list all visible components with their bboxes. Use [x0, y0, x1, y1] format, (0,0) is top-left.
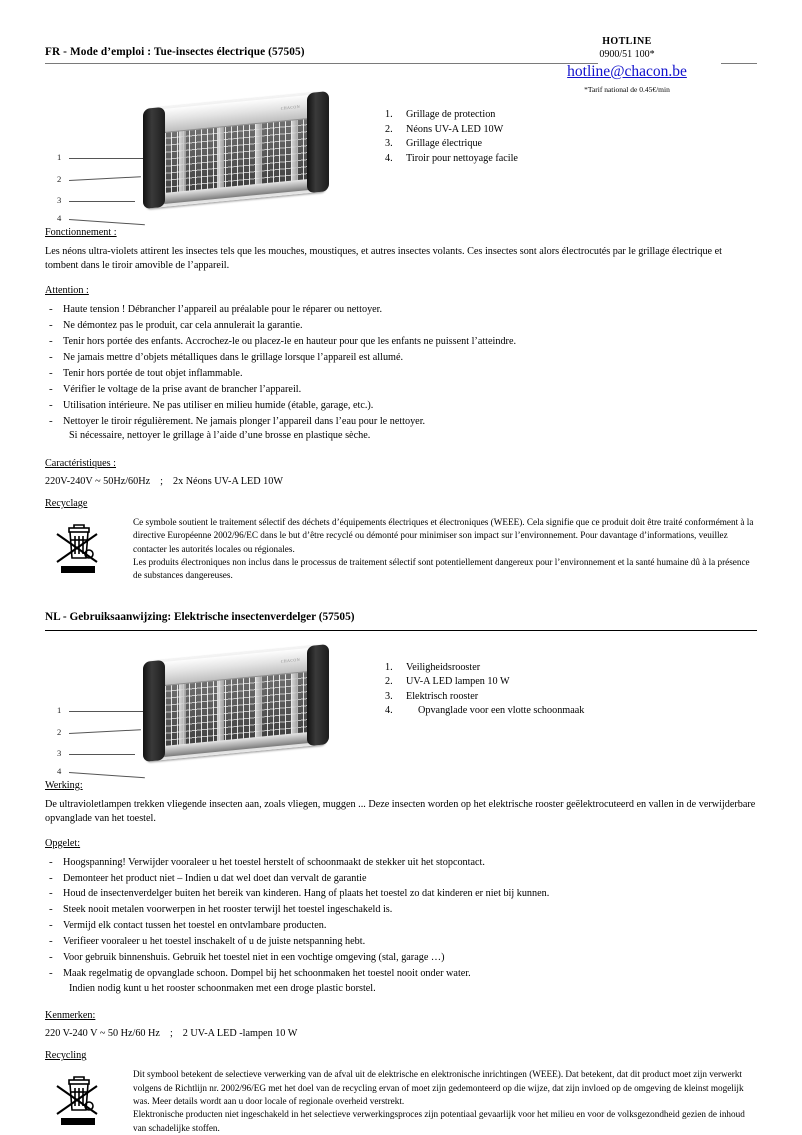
device-illustration — [146, 644, 326, 761]
fr-recycling-text — [133, 516, 757, 583]
nl-figure-row — [45, 647, 757, 776]
fr-part-item-2: 2. Néons UV-A LED 10W — [385, 123, 504, 135]
device-lamp-tube — [255, 676, 262, 739]
fr-specs-section — [45, 458, 757, 487]
weee-bin-icon — [53, 518, 113, 578]
fr-warning-item: - Tenir hors portée des enfants. Accrochez-le ou placez-le en hauteur pour que les enfants ne puissent l’atteindre. — [45, 335, 757, 349]
device-illustration — [146, 91, 326, 208]
fr-callout-4-label: 4 — [57, 213, 62, 223]
fr-warning-item: - Tenir hors portée de tout objet inflammable. — [45, 367, 757, 381]
hotline-tarif-note: *Tarif national de 0.45€/min — [584, 85, 670, 95]
fr-parts-list — [385, 108, 725, 166]
fr-functioning-section — [45, 227, 757, 274]
device-lamp-tube — [217, 127, 224, 190]
fr-part-item-3: 3. Grillage électrique — [385, 138, 483, 150]
nl-specs-separator: ; — [169, 1028, 173, 1040]
fr-section-title: FR - Mode d’emploi : Tue-insectes électrique (57505) — [45, 46, 305, 58]
fr-callout-3-leader — [69, 201, 135, 202]
fr-callout-4-leader — [69, 219, 145, 225]
fr-callout-1-label: 1 — [57, 152, 62, 162]
nl-warning-item-continuation: Indien nodig kunt u het rooster schoonmaken met een droge plastic borstel. — [69, 982, 376, 994]
fr-warning-item: - Nettoyer le tiroir régulièrement. Ne jamais plonger l’appareil dans l’eau pour le nettoyer. Si nécessaire, nettoyer le grillage à l’aide d’une brosse en plastique sèche. — [45, 415, 757, 444]
nl-warning-item: - Hoogspanning! Verwijder vooraleer u het toestel herstelt of schoonmaakt de stekker uit het stopcontact. — [45, 856, 757, 870]
fr-warning-item: - Ne démontez pas le produit, car cela annulerait la garantie. — [45, 319, 757, 333]
nl-warning-item: - Maak regelmatig de opvanglade schoon. Dompel bij het schoonmaken het toestel nooit onder water. Indien nodig kunt u het rooster schoonmaken met een droge plastic borstel. — [45, 967, 757, 996]
fr-warning-list — [45, 303, 757, 444]
nl-callout-2-leader — [69, 729, 141, 734]
nl-callout-3-leader — [69, 754, 135, 755]
fr-callout-3 — [57, 195, 61, 205]
fr-warning-heading: Attention : — [45, 284, 89, 296]
nl-functioning-section — [45, 780, 757, 827]
device-brand-mark: CHACON — [280, 656, 300, 664]
fr-recycling-body — [45, 516, 757, 583]
hotline-block — [497, 36, 757, 95]
device-lamp-tube — [217, 680, 224, 743]
nl-functioning-heading: Werking: — [45, 779, 83, 791]
nl-part-item-2: 2. UV-A LED lampen 10 W — [385, 676, 510, 688]
fr-header-row — [45, 36, 757, 95]
fr-callout-4 — [57, 213, 61, 223]
nl-recycling-paragraph-2: Elektronische producten niet ingeschakeld in het selectieve verwerkingsproces zijn potentiaal gevaarlijk voor het milieu en voor de volksgezondheid gezien de inhoud van schadelijke stoffen. — [133, 1109, 745, 1133]
nl-specs-line — [45, 1028, 757, 1039]
device-end-cap-right — [307, 91, 329, 193]
nl-part-item-3: 3. Elektrisch rooster — [385, 690, 479, 702]
fr-specs-separator: ; — [160, 475, 163, 487]
nl-parts-list — [385, 661, 725, 719]
nl-functioning-text: De ultravioletlampen trekken vliegende insecten aan, zoals vliegen, muggen ... Deze insecten worden op het elektrische rooster geëlektrocuteerd en vallen in de verwijderbare opvanglade van het toestel. — [45, 798, 756, 825]
device-lamp-tube — [255, 123, 262, 186]
nl-callout-4-leader — [69, 772, 145, 778]
fr-recycling-paragraph-1: Ce symbole soutient le traitement sélectif des déchets d’équipements électriques et électroniques (WEEE). Cela signifie que ce produit doit être traité conformément à la directive Européenne 2002/96/EC dans le but d’être recyclé ou démonté pour minimiser son impact sur l’environnement. Pour davantage d’informations, veuillez contacter les autorités locales ou régionales. — [133, 516, 754, 554]
nl-warning-item: - Houd de insectenverdelger buiten het bereik van kinderen. Hang of plaats het toestel zo dat kinderen er niet bij kunnen. — [45, 887, 757, 901]
fr-warning-item: - Haute tension ! Débrancher l’appareil au préalable pour le réparer ou nettoyer. — [45, 303, 757, 317]
fr-recycling-heading: Recyclage — [45, 497, 88, 509]
fr-warning-item: - Vérifier le voltage de la prise avant de brancher l’appareil. — [45, 383, 757, 397]
nl-warning-item: - Voor gebruik binnenshuis. Gebruik het toestel niet in een vochtige omgeving (stal, garage …) — [45, 951, 757, 965]
device-brand-mark: CHACON — [280, 103, 300, 111]
weee-bin-icon — [53, 1070, 113, 1130]
fr-specs-lamps: 2x Néons UV-A LED 10W — [172, 475, 283, 487]
nl-title-rule — [45, 630, 757, 631]
device-lamp-tube — [291, 120, 298, 183]
hotline-number: 0900/51 100* — [599, 48, 655, 60]
nl-warning-heading: Opgelet: — [45, 837, 81, 849]
nl-warning-item: - Vermijd elk contact tussen het toestel en ontvlambare producten. — [45, 919, 757, 933]
fr-specs-voltage: 220V-240V ~ 50Hz/60Hz — [45, 475, 151, 487]
product-photo-fr — [138, 94, 335, 212]
nl-warning-item: - Steek nooit metalen voorwerpen in het rooster terwijl het toestel ingeschakeld is. — [45, 903, 757, 917]
fr-callout-3-label: 3 — [57, 195, 62, 205]
fr-callout-2-label: 2 — [57, 174, 62, 184]
fr-part-item-4: 4. Tiroir pour nettoyage facile — [385, 152, 518, 164]
device-end-cap-right — [307, 644, 329, 746]
fr-warning-item-continuation: Si nécessaire, nettoyer le grillage à l’aide d’une brosse en plastique sèche. — [69, 430, 371, 442]
nl-specs-voltage: 220 V-240 V ~ 50 Hz/60 Hz — [45, 1028, 160, 1040]
device-end-cap-left — [143, 107, 165, 209]
nl-recycling-paragraph-1: Dit symbool betekent de selectieve verwerking van de afval uit de elektrische en elektronische inrichtingen (WEEE). Dat betekent, dat dit product moet zijn verwerkt volgens de Richtlijn nr. 2002/96/EG met het doel van de recycling ervan of moet zijn gedemonteerd op die wijze, dat zijn invloed op de omgeving de kleinst mogelijk was. Meer details wordt aan u door locale of regionale overheid verstrekt. — [133, 1069, 744, 1107]
fr-functioning-heading: Fonctionnement : — [45, 227, 117, 238]
nl-warning-list — [45, 856, 757, 997]
product-photo-nl — [138, 647, 335, 765]
fr-callout-2-leader — [69, 176, 141, 181]
nl-section-title: NL - Gebruiksaanwijzing: Elektrische insectenverdelger (57505) — [45, 610, 355, 623]
fr-part-item-1: 1. Grillage de protection — [385, 109, 496, 120]
nl-callout-2-label: 2 — [57, 726, 62, 737]
nl-callout-3-label: 3 — [57, 747, 62, 758]
device-end-cap-left — [143, 659, 165, 761]
nl-specs-section — [45, 1010, 757, 1039]
device-lamp-tube — [179, 131, 186, 194]
nl-callout-3 — [57, 748, 61, 758]
nl-callout-1-leader — [69, 711, 149, 712]
nl-recycling-section — [45, 1050, 757, 1135]
fr-functioning-text: Les néons ultra-violets attirent les insectes tels que les mouches, moustiques, et autres insectes volants. Ces insectes sont alors électrocutés par le grillage électrique et tombent dans le tiroir amovible de l’appareil. — [45, 246, 722, 272]
hotline-email-link[interactable]: hotline@chacon.be — [567, 63, 687, 80]
fr-warning-item: - Ne jamais mettre d’objets métalliques dans le grillage lorsque l’appareil est allumé. — [45, 351, 757, 365]
device-lamp-tube — [291, 673, 298, 736]
fr-figure-row — [45, 94, 757, 223]
fr-recycling-section — [45, 498, 757, 583]
nl-callout-4-label: 4 — [57, 765, 62, 776]
nl-header-row — [45, 609, 757, 639]
fr-callout-1-leader — [69, 158, 149, 159]
fr-callout-2 — [57, 174, 61, 184]
nl-recycling-heading: Recycling — [45, 1050, 87, 1062]
nl-callout-1-label: 1 — [57, 704, 62, 715]
fr-specs-line — [45, 476, 757, 487]
nl-warning-item: - Verifieer vooraleer u het toestel inschakelt of u de juiste netspanning hebt. — [45, 935, 757, 949]
nl-callout-1 — [57, 705, 61, 715]
nl-callout-4 — [57, 766, 61, 776]
nl-warning-section — [45, 838, 757, 997]
nl-warning-item: - Demonteer het product niet – Indien u dat wel doet dan vervalt de garantie — [45, 872, 757, 886]
nl-specs-heading: Kenmerken: — [45, 1010, 96, 1022]
fr-recycling-paragraph-2: Les produits électroniques non inclus dans le processus de traitement sélectif sont potentiellement dangereux pour l’environnement et la santé humaine dû à la présence de substances dangereuses. — [133, 556, 750, 581]
hotline-title: HOTLINE — [602, 36, 652, 47]
fr-specs-heading: Caractéristiques : — [45, 457, 117, 469]
nl-part-item-4: 4. Opvanglade voor een vlotte schoonmaak — [385, 705, 585, 717]
nl-recycling-text — [133, 1068, 757, 1135]
fr-warning-section — [45, 285, 757, 444]
nl-recycling-body — [45, 1068, 757, 1135]
device-lamp-tube — [179, 683, 186, 746]
nl-specs-lamps: 2 UV-A LED -lampen 10 W — [182, 1028, 298, 1040]
nl-part-item-1: 1. Veiligheidsrooster — [385, 661, 481, 673]
nl-callout-2 — [57, 727, 61, 737]
page-content — [45, 36, 757, 1135]
fr-warning-item: - Utilisation intérieure. Ne pas utiliser en milieu humide (étable, garage, etc.). — [45, 399, 757, 413]
fr-callout-1 — [57, 152, 61, 162]
